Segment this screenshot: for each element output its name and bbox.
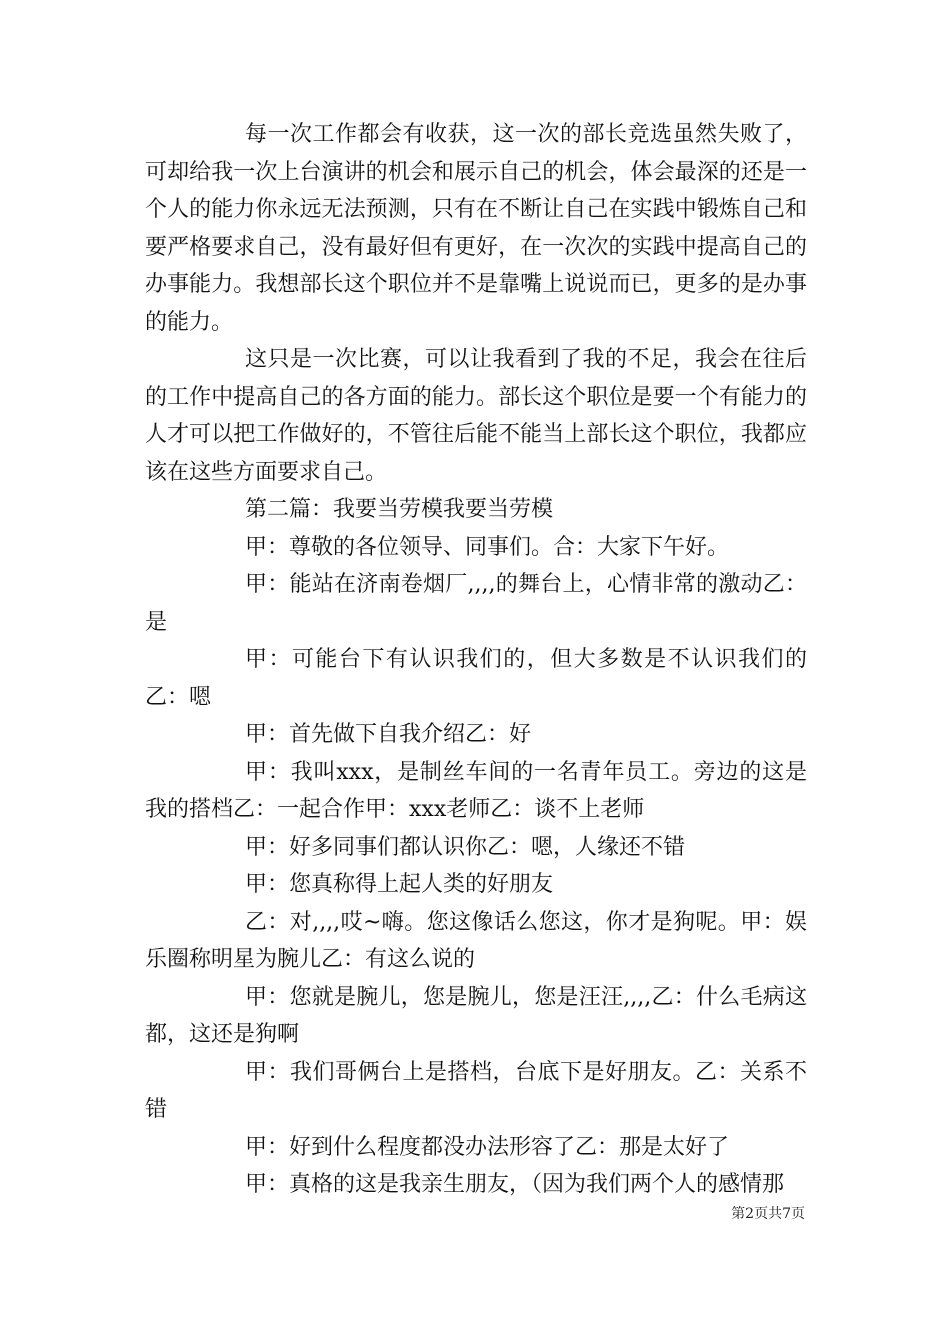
dialogue-line: 甲：您就是腕儿，您是腕儿，您是汪汪,,,,乙：什么毛病这都，这还是狗啊	[145, 984, 807, 1047]
dialogue-line: 甲：尊敬的各位领导、同事们。合：大家下午好。	[245, 534, 730, 560]
document-body	[145, 116, 807, 1204]
dialogue-line: 甲：好到什么程度都没办法形容了乙：那是太好了	[245, 1134, 730, 1160]
section-heading: 第二篇：我要当劳模我要当劳模	[245, 497, 554, 522]
dialogue-line: 甲：好多同事们都认识你乙：嗯，人缘还不错	[245, 834, 686, 860]
page-number: 第2页共7页	[731, 1206, 805, 1222]
paragraph: 每一次工作都会有收获，这一次的部长竞选虽然失败了，可却给我一次上台演讲的机会和展示自己的机会，体会最深的还是一个人的能力你永远无法预测，只有在不断让自己在实践中锻炼自己和要严格要求自己，没有最好但有更好，在一次次的实践中提高自己的办事能力。我想部长这个职位并不是靠嘴上说说而已，更多的是办事的能力。	[145, 122, 807, 335]
dialogue-line: 乙：对,,,,哎~嗨。您这像话么您这，你才是狗呢。甲：娱乐圈称明星为腕儿乙：有这么说的	[145, 909, 807, 972]
dialogue-line: 甲：可能台下有认识我们的，但大多数是不认识我们的乙：嗯	[145, 647, 807, 710]
dialogue-line: 甲：能站在济南卷烟厂,,,,的舞台上，心情非常的激动乙：是	[145, 572, 807, 635]
dialogue-line: 甲：我叫xxx，是制丝车间的一名青年员工。旁边的这是我的搭档乙：一起合作甲：xxx老师乙：谈不上老师	[145, 759, 807, 822]
paragraph: 这只是一次比赛，可以让我看到了我的不足，我会在往后的工作中提高自己的各方面的能力。部长这个职位是要一个有能力的人才可以把工作做好的，不管往后能不能当上部长这个职位，我都应该在这些方面要求自己。	[145, 347, 807, 485]
dialogue-line: 甲：首先做下自我介绍乙：好	[245, 722, 532, 747]
dialogue-line: 甲：您真称得上起人类的好朋友	[245, 872, 554, 897]
dialogue-line: 甲：真格的这是我亲生朋友，（因为我们两个人的感情那	[245, 1172, 785, 1197]
dialogue-line: 甲：我们哥俩台上是搭档，台底下是好朋友。乙：关系不错	[145, 1059, 807, 1122]
